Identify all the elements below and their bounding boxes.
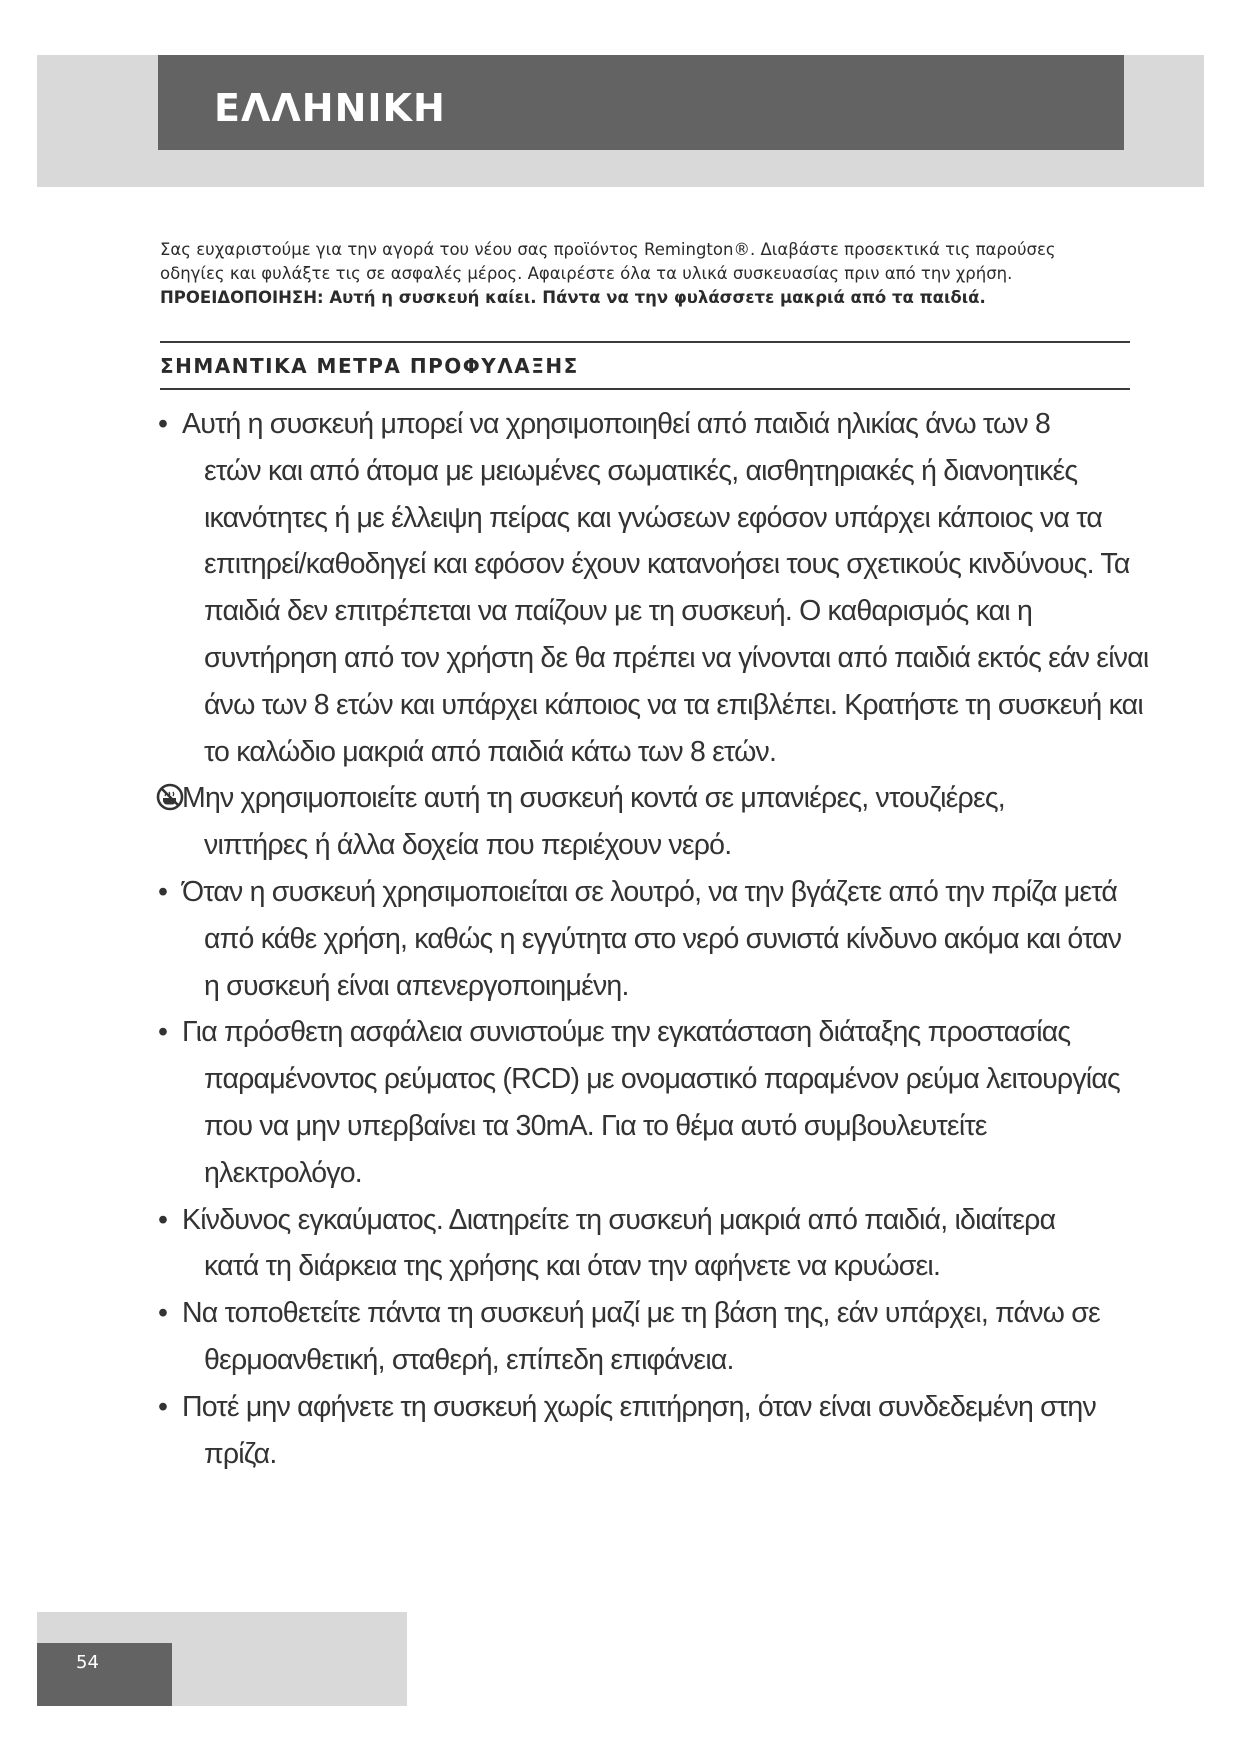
list-item-line: Να τοποθετείτε πάντα τη συσκευή μαζί με τη βάση της, εάν υπάρχει, πάνω σε: [182, 1297, 1100, 1330]
list-item-line: που να μην υπερβαίνει τα 30mA. Για το θέμα αυτό συμβουλευτείτε: [204, 1109, 987, 1142]
list-item-line: Όταν η συσκευή χρησιμοποιείται σε λουτρό, να την βγάζετε από την πρίζα μετά: [182, 875, 1118, 908]
divider: [160, 341, 1130, 343]
list-item: [156, 775, 1146, 869]
list-item-line: Μην χρησιμοποιείτε αυτή τη συσκευή κοντά σε μπανιέρες, ντουζιέρες,: [182, 782, 1005, 815]
bullet: •: [158, 1016, 168, 1049]
list-item: [156, 1290, 1146, 1384]
list-item-line: ετών και από άτομα με μειωμένες σωματικές, αισθητηριακές ή διανοητικές: [204, 454, 1078, 487]
list-item-line: άνω των 8 ετών και υπάρχει κάποιος να τα επιβλέπει. Κρατήστε τη συσκευή και: [204, 688, 1143, 721]
list-item: [156, 869, 1146, 1009]
list-item-line: κατά τη διάρκεια της χρήσης και όταν την αφήνετε να κρυώσει.: [204, 1250, 941, 1283]
warning-text: ΠΡΟΕΙΔΟΠΟΙΗΣΗ: Αυτή η συσκευή καίει. Πάντα να την φυλάσσετε μακριά από τα παιδιά.: [160, 288, 986, 307]
list-item-line: Αυτή η συσκευή μπορεί να χρησιμοποιηθεί από παιδιά ηλικίας άνω των 8: [182, 408, 1051, 440]
divider: [160, 388, 1130, 390]
no-water-use-icon: [156, 783, 184, 811]
list-item: [156, 1197, 1146, 1291]
intro-line: Σας ευχαριστούμε για την αγορά του νέου σας προϊόντος Remington®. Διαβάστε προσεκτικά τις παρούσες: [160, 240, 1056, 259]
bullet: •: [158, 1297, 168, 1330]
language-title: ΕΛΛΗΝΙΚΗ: [214, 86, 446, 130]
list-item-line: ικανότητες ή με έλλειψη πείρας και γνώσεων εφόσον υπάρχει κάποιος να τα: [204, 501, 1103, 534]
list-item-line: νιπτήρες ή άλλα δοχεία που περιέχουν νερό.: [204, 829, 732, 862]
list-item-line: παραμένοντος ρεύματος (RCD) με ονομαστικό παραμένον ρεύμα λειτουργίας: [204, 1063, 1120, 1096]
safety-list: [156, 401, 1149, 1477]
list-item-line: Για πρόσθετη ασφάλεια συνιστούμε την εγκατάσταση διάταξης προστασίας: [182, 1016, 1071, 1049]
list-item-line: Κίνδυνος εγκαύματος. Διατηρείτε τη συσκευή μακριά από παιδιά, ιδιαίτερα: [182, 1203, 1056, 1236]
list-item-line: το καλώδιο μακριά από παιδιά κάτω των 8 ετών.: [204, 735, 777, 768]
page-number-box: [37, 1643, 172, 1706]
list-item: [156, 1009, 1146, 1196]
bullet: •: [158, 1390, 168, 1423]
intro-line: οδηγίες και φυλάξτε τις σε ασφαλές μέρος. Αφαιρέστε όλα τα υλικά συσκευασίας πριν από την χρήση.: [160, 264, 1013, 283]
page-number: 54: [76, 1652, 99, 1673]
list-item-line: η συσκευή είναι απενεργοποιημένη.: [204, 969, 629, 1002]
list-item-line: πρίζα.: [204, 1437, 277, 1470]
list-item-line: επιτηρεί/καθοδηγεί και εφόσον έχουν κατανοήσει τους σχετικούς κινδύνους. Τα: [204, 548, 1130, 581]
list-item-line: θερμοανθετική, σταθερή, επίπεδη επιφάνεια.: [204, 1343, 734, 1376]
list-item-line: Ποτέ μην αφήνετε τη συσκευή χωρίς επιτήρηση, όταν είναι συνδεδεμένη στην: [182, 1390, 1096, 1423]
list-item: [156, 401, 1149, 775]
section-title: ΣΗΜΑΝΤΙΚΑ ΜΕΤΡΑ ΠΡΟΦΥΛΑΞΗΣ: [160, 354, 579, 378]
bullet: •: [158, 1203, 168, 1236]
bullet: •: [158, 875, 168, 908]
list-item: [156, 1384, 1146, 1478]
bullet: •: [158, 408, 168, 440]
list-item-line: παιδιά δεν επιτρέπεται να παίζουν με τη συσκευή. Ο καθαρισμός και η: [204, 595, 1032, 628]
list-item-line: από κάθε χρήση, καθώς η εγγύτητα στο νερό συνιστά κίνδυνο ακόμα και όταν: [204, 922, 1122, 955]
list-item-line: ηλεκτρολόγο.: [204, 1156, 362, 1189]
list-item-line: συντήρηση από τον χρήστη δε θα πρέπει να γίνονται από παιδιά εκτός εάν είναι: [204, 641, 1149, 674]
intro-text: [160, 238, 1120, 310]
